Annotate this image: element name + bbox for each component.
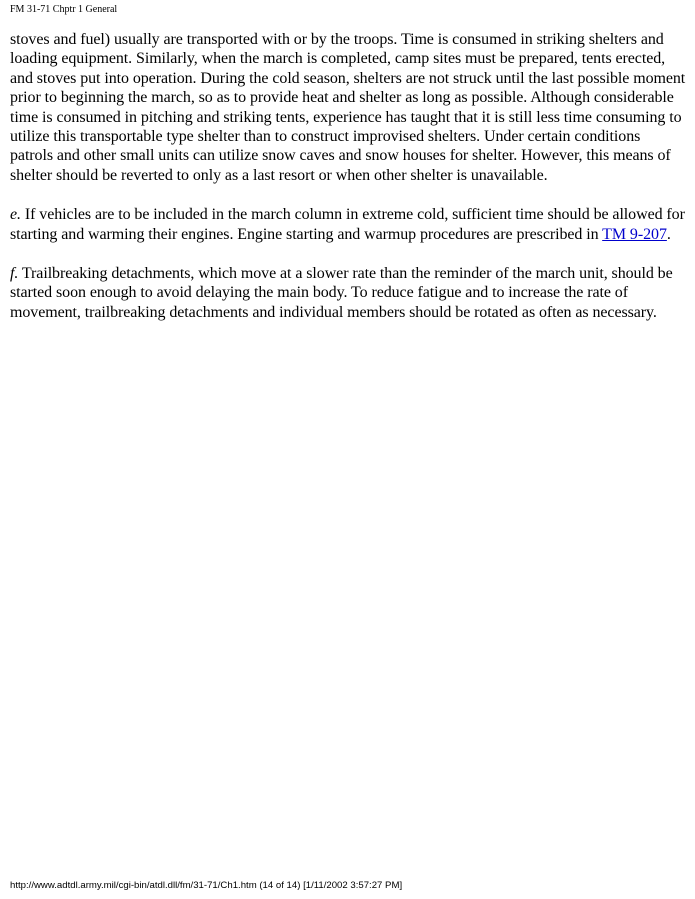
- paragraph-e-letter: e.: [10, 206, 21, 224]
- page-footer-url: http://www.adtdl.army.mil/cgi-bin/atdl.dll/fm/31-71/Ch1.htm (14 of 14) [1/11/2002 3:57:27 PM]: [10, 880, 403, 891]
- document-body: [10, 30, 686, 342]
- paragraph-f-letter: f.: [10, 265, 19, 283]
- paragraph-f: [10, 264, 686, 322]
- paragraph-f-text: Trailbreaking detachments, which move at a slower rate than the reminder of the march unit, should be started soon enough to avoid delaying the main body. To reduce fatigue and to increase the rate of movement, trailbreaking detachments and individual members should be rotated as often as necessary.: [10, 265, 673, 321]
- page-header-title: FM 31-71 Chptr 1 General: [10, 4, 118, 15]
- paragraph-e-text: If vehicles are to be included in the march column in extreme cold, sufficient time should be allowed for starting and warming their engines. Engine starting and warmup procedures are prescribed in: [10, 206, 685, 243]
- tm-9-207-link[interactable]: TM 9-207: [602, 225, 667, 243]
- paragraph-e: [10, 205, 686, 244]
- paragraph-continued: stoves and fuel) usually are transported with or by the troops. Time is consumed in striking shelters and loading equipment. Similarly, when the march is completed, camp sites must be prepared, tents erected, and stoves put into operation. During the cold season, shelters are not struck until the last possible moment prior to beginning the march, so as to provide heat and shelter as long as possible. Although considerable time is consumed in pitching and striking tents, experience has taught that it is still less time consuming to utilize this transportable type shelter than to construct improvised shelters. Under certain conditions patrols and other small units can utilize snow caves and snow houses for shelter. However, this means of shelter should be reverted to only as a last resort or when other shelter is unavailable.: [10, 31, 686, 184]
- paragraph-e-end: .: [666, 225, 671, 243]
